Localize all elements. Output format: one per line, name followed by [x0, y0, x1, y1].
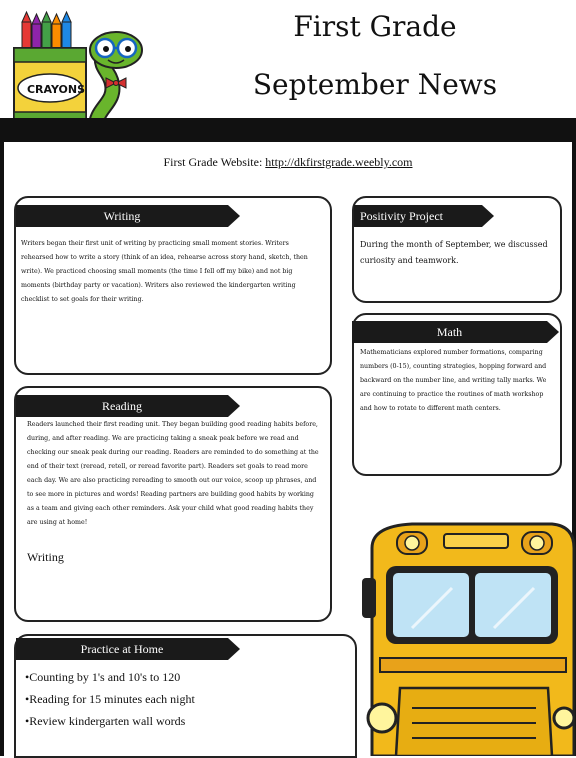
page-subtitle: September News	[252, 68, 498, 101]
header	[0, 0, 576, 120]
frame-left	[0, 118, 4, 756]
reading-heading: Reading	[16, 395, 228, 417]
crayons-label: CRAYONS	[26, 83, 86, 96]
website-line	[0, 155, 576, 170]
practice-item: •Reading for 15 minutes each night	[25, 692, 195, 706]
website-link[interactable]: http://dkfirstgrade.weebly.com	[265, 155, 413, 169]
school-bus-clipart	[352, 518, 576, 756]
math-heading: Math	[352, 321, 547, 343]
reading-sub-label: Writing	[27, 550, 64, 564]
page-title: First Grade	[293, 10, 457, 43]
website-label: First Grade Website:	[163, 155, 263, 169]
math-text: Mathematicians explored number formations, comparing numbers (0-15), counting strategies, hopping forward and backward on the number line, and writing tally marks. We are continuing to practice the routines of math workshop and how to rotate to different math centers.	[360, 349, 547, 412]
header-divider	[0, 118, 576, 142]
positivity-heading: Positivity Project	[354, 205, 482, 227]
writing-text: Writers began their first unit of writing by practicing small moment stories. Writers rehearsed how to write a story (think of an idea, rehearse across story hand, sketch, then write). We practiced choosing small moments (the time I fell off my bike) and not big moments (birthday party or vacation). Writers also reviewed the kindergarten writing checklist to set goals for their writing.	[21, 240, 308, 303]
practice-item: •Counting by 1's and 10's to 120	[25, 670, 181, 684]
writing-heading: Writing	[16, 205, 228, 227]
practice-list	[25, 666, 345, 732]
positivity-text: During the month of September, we discussed curiosity and teamwork.	[360, 240, 548, 265]
practice-item: •Review kindergarten wall words	[25, 714, 186, 728]
reading-text: Readers launched their first reading unit. They began building good reading habits before, during, and after reading. We are practicing taking a sneak peak before we read and checking our sneak peak during our reading. Readers are reminded to do something at the end of their text (reread, retell, or reread favorite part). Readers set goals to read more each day. We are also practicing rereading to smooth out our voice, scoop up phrases, and to see more in pictures and words! Reading partners are building good habits by working as a team and giving each other reminders. Ask your child what good reading habits they are using at home!	[27, 421, 319, 526]
practice-heading: Practice at Home	[16, 638, 228, 660]
